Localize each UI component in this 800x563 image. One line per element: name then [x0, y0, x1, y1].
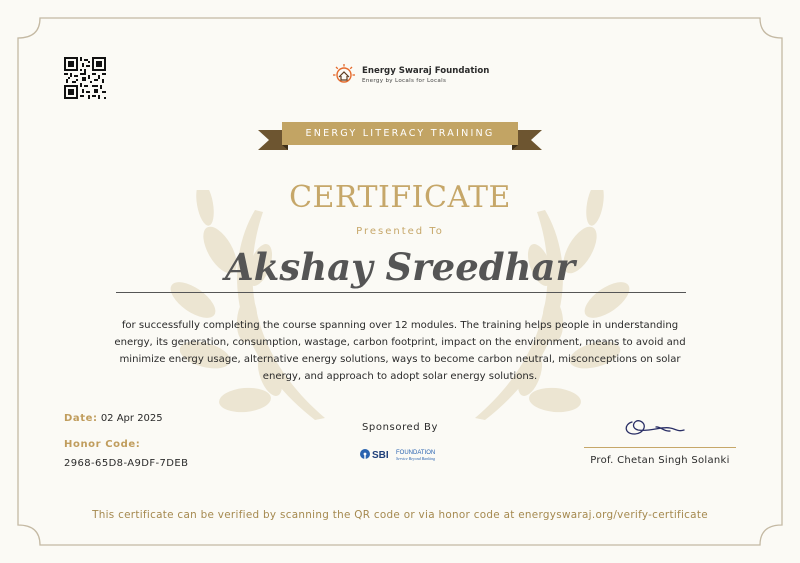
sun-house-icon: [332, 63, 356, 87]
ribbon-label: ENERGY LITERACY TRAINING: [305, 128, 495, 139]
presented-to-label: Presented To: [356, 226, 444, 237]
org-name: Energy Swaraj Foundation: [362, 66, 490, 76]
signatory-name: Prof. Chetan Singh Solanki: [590, 455, 730, 466]
verification-note: This certificate can be verified by scanning the QR code or via honor code at energyswaraj.org/verify-certificate: [92, 509, 708, 521]
certificate-title: CERTIFICATE: [289, 180, 511, 215]
sponsor-logo-tagline: Service Beyond Banking: [396, 456, 436, 461]
date-label: Date:: [64, 413, 98, 424]
qr-code: [64, 57, 106, 99]
sbi-foundation-logo: [359, 446, 449, 464]
honor-code-value: 2968-65D8-A9DF-7DEB: [64, 458, 189, 469]
signature-line: [584, 447, 736, 448]
recipient-name: Akshay Sreedhar: [225, 245, 575, 289]
honor-code-label: Honor Code:: [64, 439, 141, 450]
signature: [620, 412, 690, 442]
sponsor-logo-sub: FOUNDATION: [396, 450, 436, 456]
org-tagline: Energy by Locals for Locals: [362, 78, 447, 84]
date-value: 02 Apr 2025: [100, 413, 163, 424]
sponsored-by-label: Sponsored By: [361, 422, 439, 433]
course-description: for successfully completing the course spanning over 12 modules. The training helps people in understanding energy, its generation, consumption, wastage, carbon footprint, impact on the environment, means to avoid and minimize energy usage, alternative energy solutions, ways to become carbon neutral, misconceptions on solar energy, and approach to adopt solar energy solutions.: [114, 320, 686, 382]
org-logo: [332, 63, 490, 89]
name-underline: [116, 292, 686, 293]
sponsor-logo-text: SBI: [372, 450, 389, 461]
